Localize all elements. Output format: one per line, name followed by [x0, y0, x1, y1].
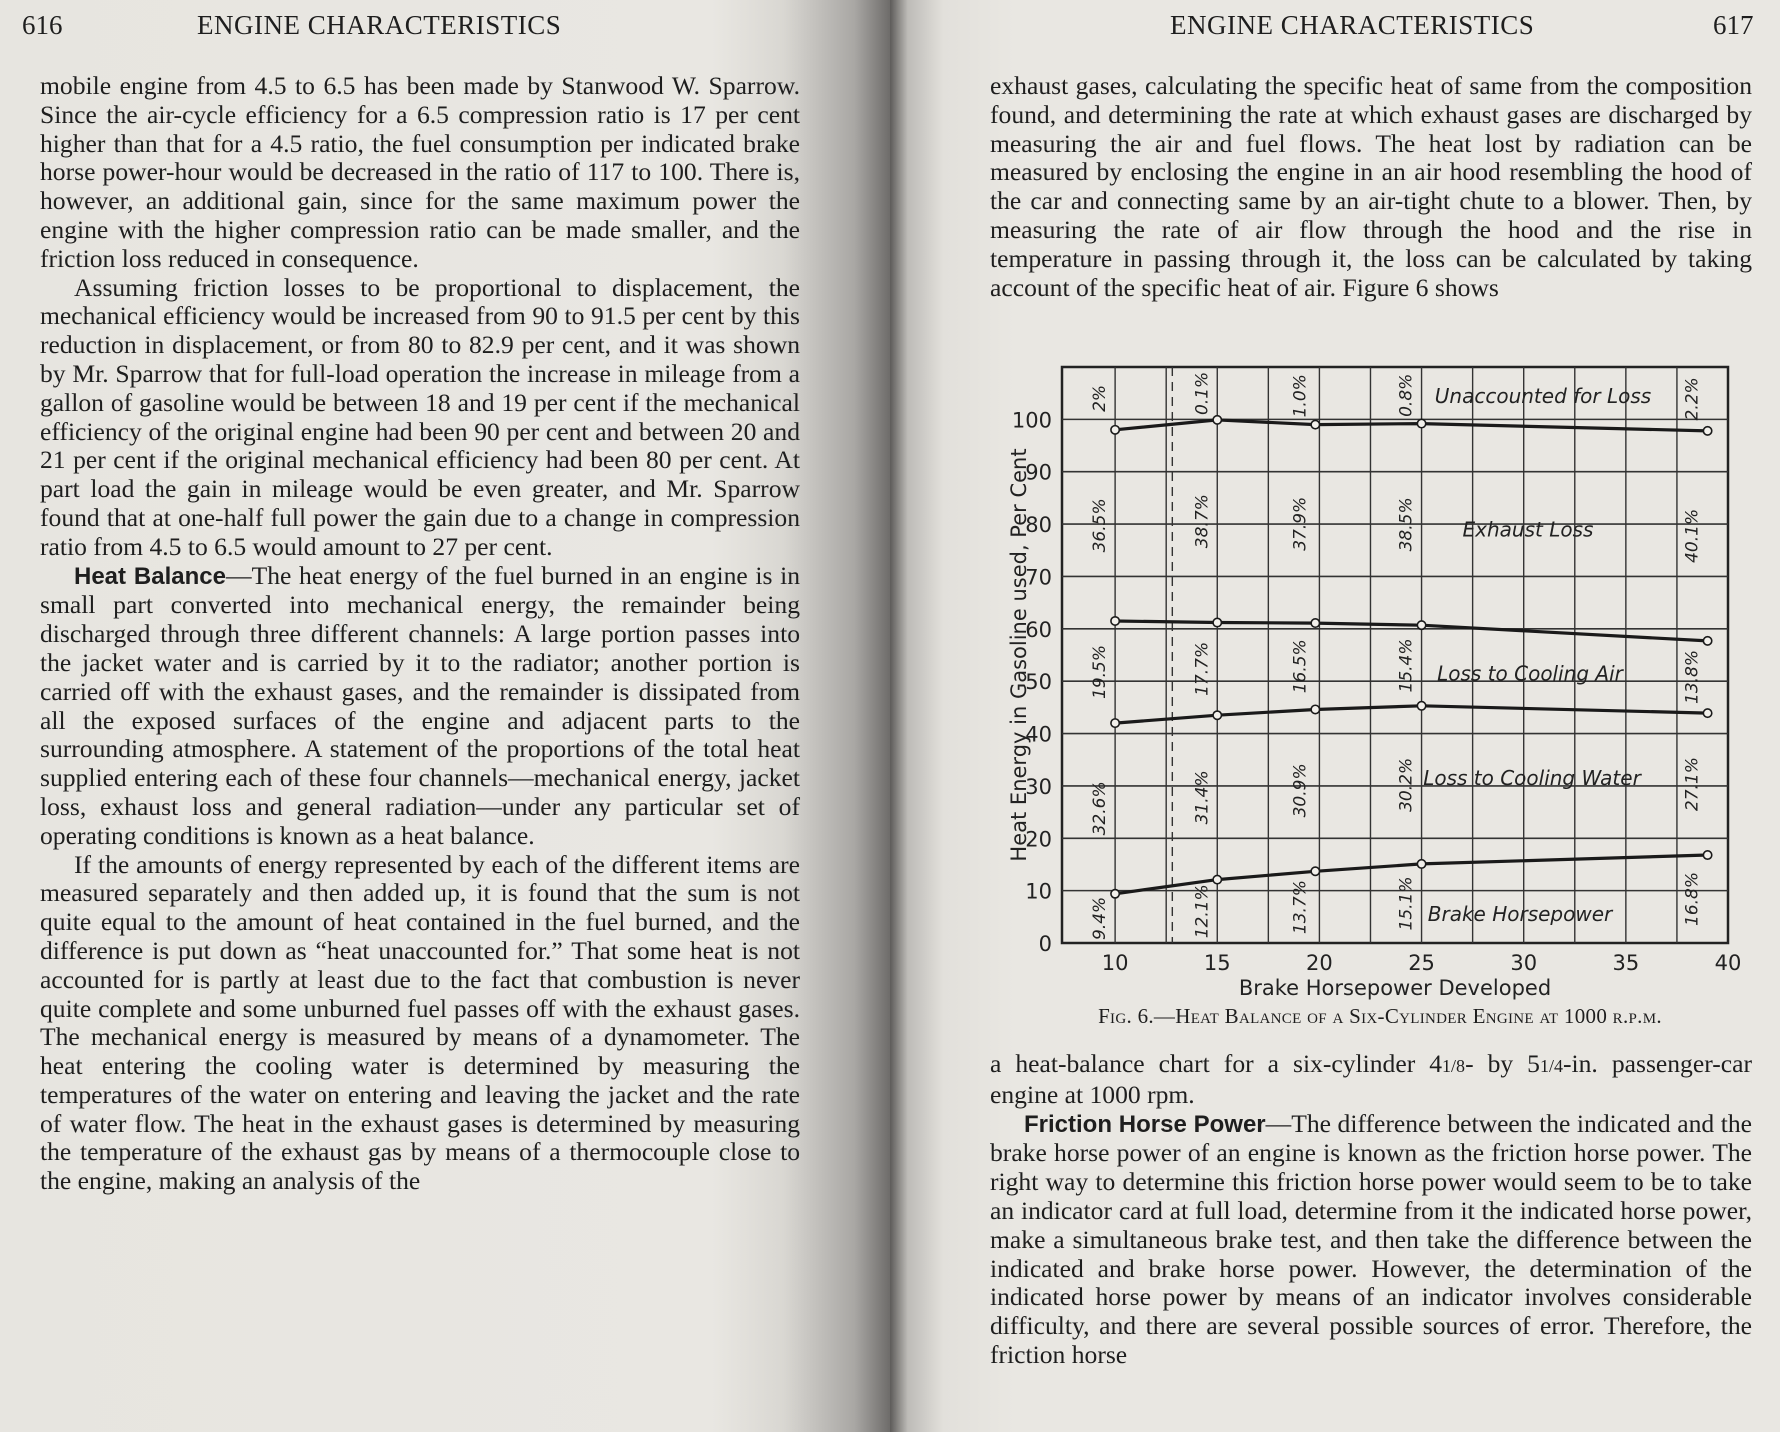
x-tick-label: 40	[1714, 951, 1742, 975]
paragraph-text: a heat-balance chart for a six-cylinder 4	[990, 1049, 1443, 1078]
paragraph-text: - by 5	[1465, 1049, 1540, 1078]
data-label: 37.9%	[1290, 496, 1311, 551]
y-tick-label: 50	[1025, 670, 1052, 695]
page-number-left: 616	[22, 10, 63, 40]
area-label: Loss to Cooling Air	[1437, 661, 1623, 686]
data-label: 0.1%	[1192, 371, 1213, 416]
x-tick-label: 15	[1203, 951, 1231, 975]
left-page-body	[40, 72, 800, 1196]
y-tick-label: 80	[1025, 513, 1052, 538]
data-label: 17.7%	[1192, 641, 1213, 696]
paragraph	[40, 851, 800, 1197]
paragraph-text: mobile engine from 4.5 to 6.5 has been made by Stanwood W. Sparrow. Since the air-cycle efficiency for a 6.5 compression ratio is 17 per cent higher than that for a 4.5 ratio, the fuel consumption per indicated brake horse power-hour would be decreased in the ratio of 117 to 100. There is, however, an additional gain, since for the same maximum power the engine with the higher compression ratio can be made smaller, and the friction loss reduced in consequence.	[40, 71, 800, 273]
page-number-right: 617	[1713, 10, 1754, 40]
data-label: 30.2%	[1396, 757, 1417, 812]
paragraph	[40, 562, 800, 851]
y-tick-label: 70	[1025, 565, 1052, 590]
x-tick-label: 25	[1408, 951, 1435, 975]
data-label: 36.5%	[1090, 498, 1111, 553]
x-tick-label: 10	[1101, 951, 1129, 975]
x-tick-label: 35	[1612, 951, 1640, 975]
y-tick-label: 30	[1025, 774, 1052, 799]
area-label: Loss to Cooling Water	[1423, 766, 1641, 791]
data-label: 32.6%	[1090, 781, 1111, 836]
data-label: 31.4%	[1192, 770, 1213, 825]
x-axis-label: Brake Horsepower Developed	[1238, 976, 1552, 1000]
area-label: Unaccounted for Loss	[1434, 383, 1652, 408]
right-page-body-bottom	[990, 1050, 1752, 1370]
paragraph	[40, 274, 800, 562]
x-tick-label: 30	[1510, 951, 1538, 975]
y-axis-label: Heat Energy in Gasoline used, Per Cent	[1007, 448, 1031, 862]
data-label: 2%	[1090, 384, 1111, 412]
data-label: 16.5%	[1290, 639, 1311, 694]
running-head-right: ENGINE CHARACTERISTICS	[1170, 10, 1535, 40]
y-tick-label: 60	[1025, 617, 1052, 642]
paragraph	[40, 72, 800, 274]
data-label: 30.9%	[1290, 763, 1311, 818]
paragraph	[990, 1050, 1752, 1110]
data-label: 9.4%	[1090, 896, 1111, 941]
y-tick-label: 10	[1025, 879, 1052, 904]
section-heading: Friction Horse Power	[1024, 1110, 1266, 1138]
data-label: 2.2%	[1682, 377, 1703, 421]
data-label: 1.0%	[1290, 374, 1311, 418]
paragraph	[990, 72, 1752, 302]
data-label: 15.4%	[1396, 638, 1417, 693]
y-tick-label: 20	[1025, 827, 1052, 852]
fraction: 1/4	[1539, 1056, 1563, 1076]
paragraph-text: —The heat energy of the fuel burned in an engine is in small part converted into mechanical energy, the remainder being discharged through three different channels: A large portion passes into the jacket water and is carried by it to the radiator; another portion is carried off with the exhaust gases, and the remainder is dissipated from all the exposed surfaces of the engine and adjacent parts to the surrounding atmosphere. A statement of the proportions of the total heat supplied entering each of these four channels—mechanical energy, jacket loss, exhaust loss and general radiation—under any particular set of operating conditions is known as a heat balance.	[40, 560, 800, 850]
x-tick-label: 20	[1306, 951, 1333, 975]
data-label: 15.1%	[1396, 876, 1417, 931]
data-label: 12.1%	[1192, 884, 1213, 939]
running-head-left: ENGINE CHARACTERISTICS	[197, 10, 562, 40]
data-label: 38.5%	[1396, 497, 1417, 552]
paragraph-text: If the amounts of energy represented by each of the different items are measured separately and then added up, it is found that the sum is not quite equal to the amount of heat contained in the fuel burned, and the difference is put down as “heat unaccounted for.” That some heat is not accounted for is partly at least due to the fact that combustion is never quite complete and some unburned fuel passes off with the exhaust gases. The mechanical energy is measured by means of a dynamometer. The heat entering the cooling water is determined by measuring the temperatures of the water on entering and leaving the jacket and the rate of water flow. The heat in the exhaust gases is determined by measuring the temperature of the exhaust gas by means of a thermocouple close to the engine, making an analysis of the	[40, 849, 800, 1196]
y-tick-label: 90	[1025, 460, 1052, 485]
area-label: Brake Horsepower	[1427, 902, 1613, 927]
data-label: 13.7%	[1290, 880, 1311, 935]
data-label: 0.8%	[1396, 373, 1417, 417]
paragraph-text: exhaust gases, calculating the specific heat of same from the composition found, and determining the rate at which exhaust gases are discharged by measuring the air and fuel flows. The heat lost by radiation can be measured by enclosing the engine in an air hood resembling the hood of the car and connecting same by an air-tight chute to a blower. Then, by measuring the rate of air flow through the hood and the rise in temperature in passing through it, the loss can be calculated by taking account of the specific heat of air. Figure 6 shows	[990, 71, 1752, 302]
data-label: 38.7%	[1192, 494, 1213, 549]
paragraph-text: Assuming friction losses to be proportional to displacement, the mechanical efficiency would be increased from 90 to 91.5 per cent by this reduction in displacement, or from 80 to 82.9 per cent, and it was shown by Mr. Sparrow that for full-load operation the increase in mileage from a gallon of gasoline would be between 18 and 19 per cent if the mechanical efficiency of the original engine had been 90 per cent and between 20 and 21 per cent if the original mechanical efficiency had been 80 per cent. At part load the gain in mileage would be even greater, and Mr. Sparrow found that at one-half full power the gain due to a change in compression ratio from 4.5 to 6.5 would amount to 27 per cent.	[40, 272, 800, 561]
y-tick-label: 40	[1025, 722, 1052, 747]
paragraph-text: —The difference between the indicated and the brake horse power of an engine is known as the friction horse power. The right way to determine this friction horse power would seem to be to take an indicator card at full load, determine from it the indicated horse power, make a simultaneous brake test, and then take the difference between the indicated and brake horse power. However, the determination of the indicated horse power by means of an indicator involves considerable difficulty, and there are several possible sources of error. Therefore, the friction horse	[990, 1108, 1752, 1369]
figure-caption: Fig. 6.—Heat Balance of a Six-Cylinder Engine at 1000 r.p.m.	[1098, 1004, 1662, 1028]
fraction: 1/8	[1442, 1056, 1466, 1076]
data-label: 19.5%	[1090, 644, 1111, 700]
data-label: 40.1%	[1682, 508, 1703, 563]
y-tick-label: 0	[1038, 932, 1052, 956]
y-tick-label: 100	[1011, 408, 1052, 433]
area-label: Exhaust Loss	[1462, 517, 1594, 542]
right-page-body-top	[990, 72, 1752, 302]
data-label: 27.1%	[1682, 757, 1703, 812]
data-label: 16.8%	[1682, 871, 1703, 927]
section-heading: Heat Balance	[74, 562, 226, 590]
paragraph-text: -in. passenger-car engine at 1000 rpm.	[990, 1049, 1752, 1109]
paragraph	[990, 1110, 1752, 1370]
data-label: 13.8%	[1682, 649, 1703, 705]
